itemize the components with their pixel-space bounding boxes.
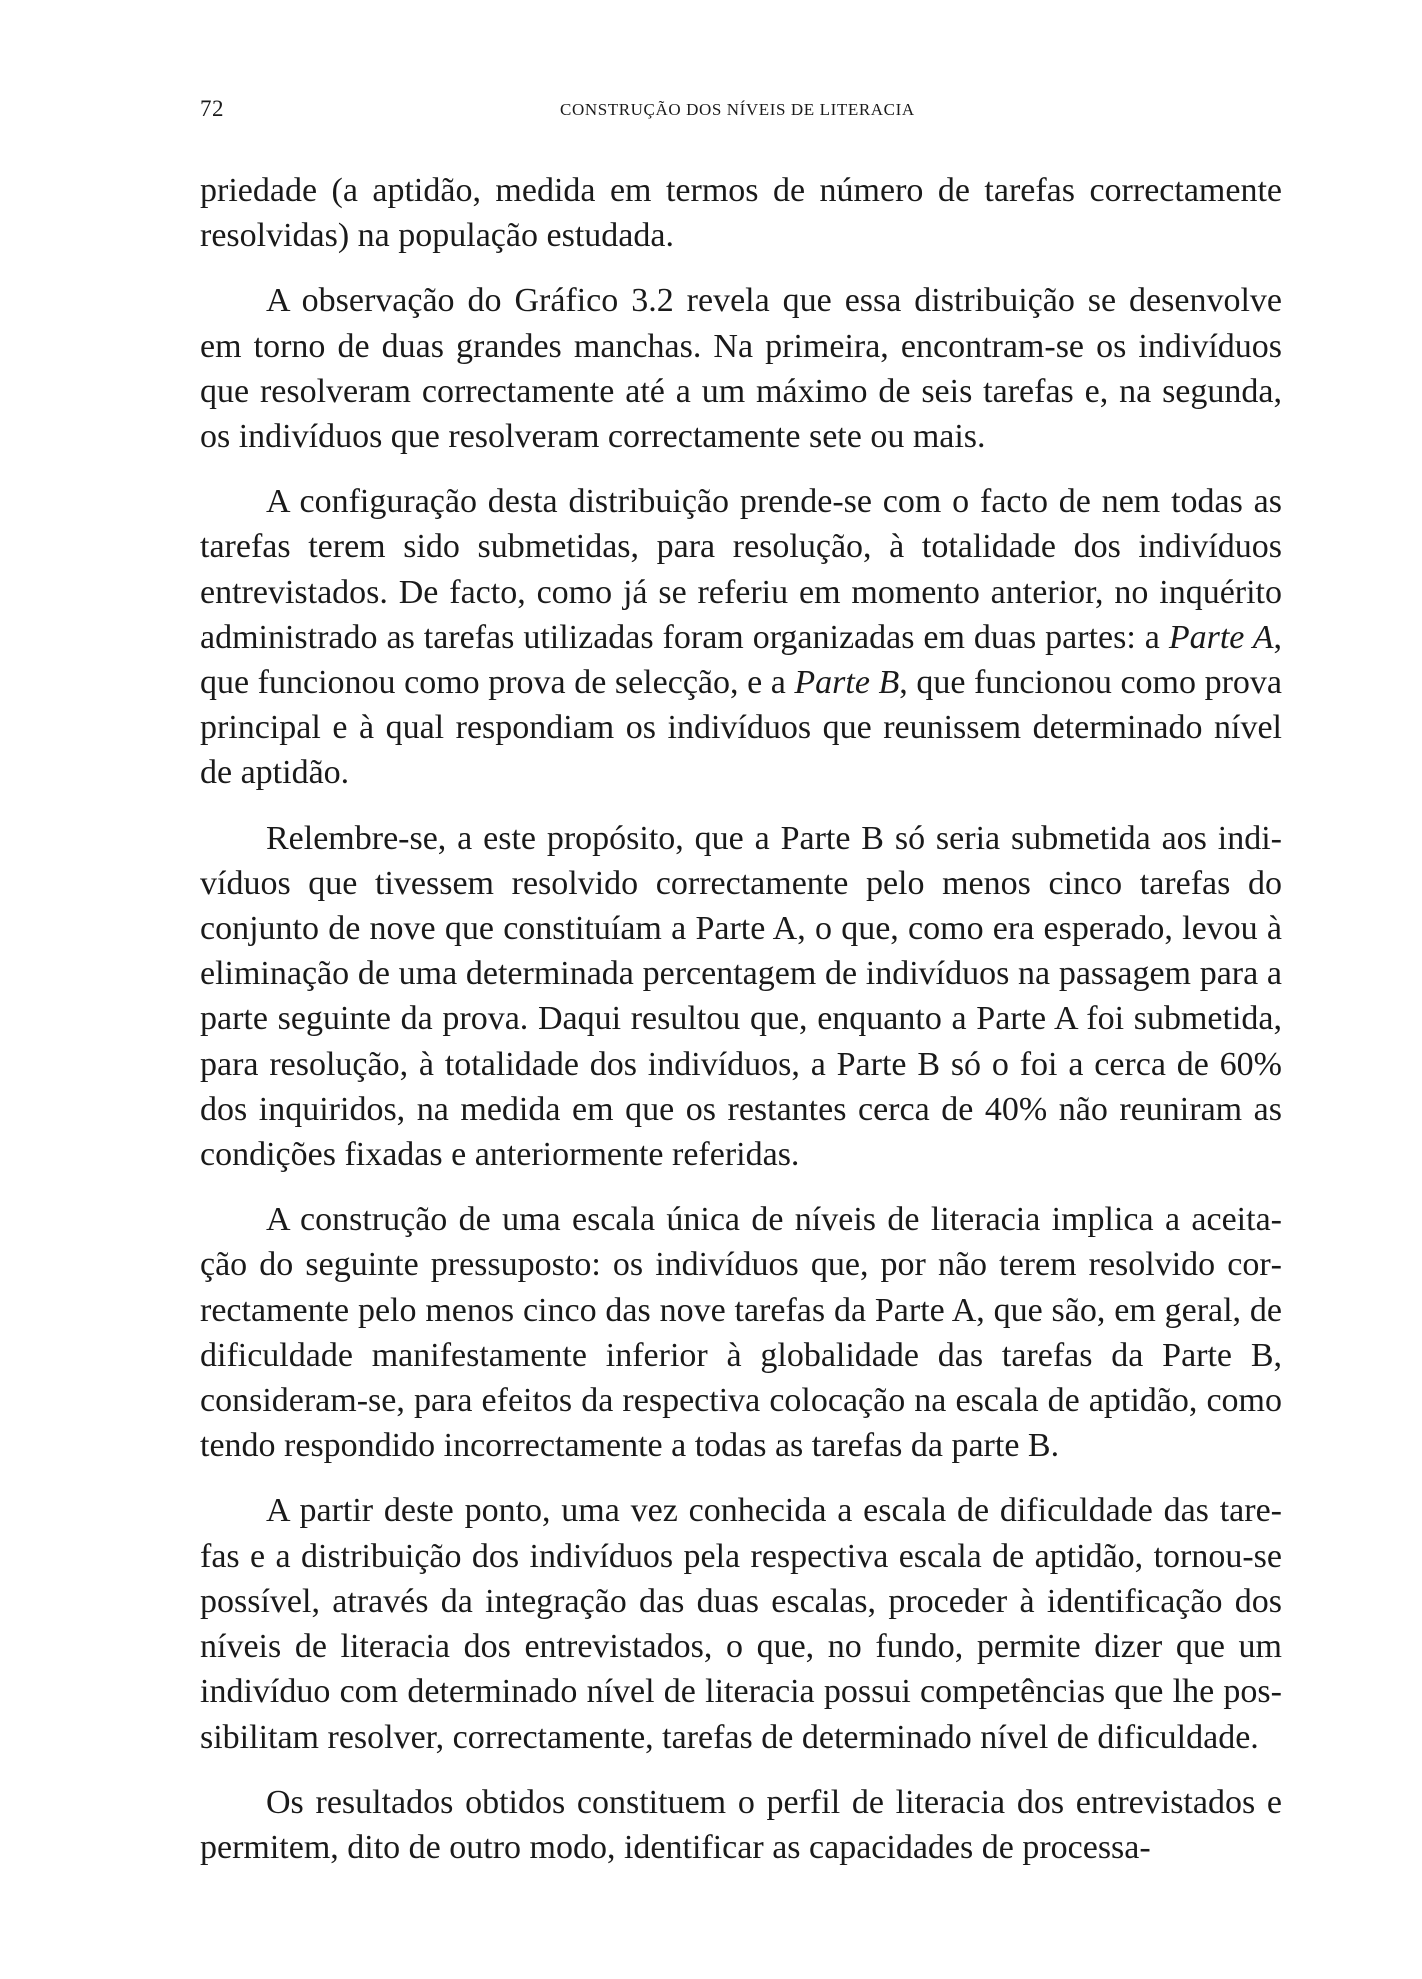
paragraph-2: A observação do Gráfico 3.2 revela que essa distribuição se desenvolve em torno de duas grandes manchas. Na primeira, encontram-se os indivíduos que resolveram correctamente até a um máximo de seis tarefas e, na segunda, os indivíduos que resolveram correctamente sete ou mais.: [200, 282, 1282, 456]
paragraph-3-text-a: A configuração desta distribuição prende-se com o facto de nem todas as tarefas terem sido submetidas, para resolução, à totalidade dos indivíduos entrevistados. De facto, como já se referiu em momento anterior, no inquérito administrado as tarefas utilizadas foram organizadas em duas partes: a: [200, 483, 1282, 656]
paragraph-7: Os resultados obtidos constituem o perfil de literacia dos entrevistados e permitem, dito de outro modo, identificar as capacidades de processa-: [200, 1783, 1282, 1866]
paragraph-6: A partir deste ponto, uma vez conhecida a escala de dificuldade das tarefas e a distribuição dos indivíduos pela respectiva escala de aptidão, tornou-se possível, através da integração das duas escalas, proceder à identificação dos níveis de literacia dos entrevistados, o que, no fundo, permite dizer que um indivíduo com determinado nível de literacia possui competências que lhe possibilitam resolver, correctamente, tarefas de determinado nível de dificuldade.: [200, 1492, 1282, 1756]
parte-b-emphasis: Parte B: [794, 664, 900, 702]
paragraph-3-text-b: , que funcionou como prova de selecção, e a: [200, 618, 1282, 702]
page-number: 72: [200, 96, 224, 121]
paragraph-3-text-c: , que funcionou como prova principal e à qual respondiam os indivíduos que reunissem determinado nível de aptidão.: [200, 664, 1282, 792]
body-text: [200, 168, 1282, 1890]
running-title: CONSTRUÇÃO DOS NÍVEIS DE LITERACIA: [560, 100, 915, 119]
paragraph-4: Relembre-se, a este propósito, que a Parte B só seria submetida aos indivíduos que tivessem resolvido correctamente pelo menos cinco tarefas do conjunto de nove que constituíam a Parte A, o que, como era esperado, levou à eliminação de uma determinada percentagem de indivíduos na passagem para a parte seguinte da prova. Daqui resultou que, enquanto a Parte A foi submetida, para resolução, à totalidade dos indivíduos, a Parte B só o foi a cerca de 60% dos inquiridos, na medida em que os restantes cerca de 40% não reuniram as condições fixadas e anteriormente referidas.: [200, 819, 1282, 1174]
parte-a-emphasis: Parte A: [1168, 618, 1274, 656]
paragraph-5: A construção de uma escala única de níveis de literacia implica a aceitação do seguinte pressuposto: os indivíduos que, por não terem resolvido correctamente pelo menos cinco das nove tarefas da Parte A, que são, em geral, de dificuldade manifestamente inferior à globalidade das tarefas da Parte B, consideram-se, para efeitos da respectiva colocação na escala de aptidão, como tendo respondido incorrectamente a todas as tarefas da parte B.: [200, 1201, 1282, 1465]
running-header: [200, 96, 1285, 126]
paragraph-1: priedade (a aptidão, medida em termos de número de tarefas correctamente resolvidas) na população estudada.: [200, 172, 1282, 255]
paragraph-3: [200, 479, 1282, 795]
